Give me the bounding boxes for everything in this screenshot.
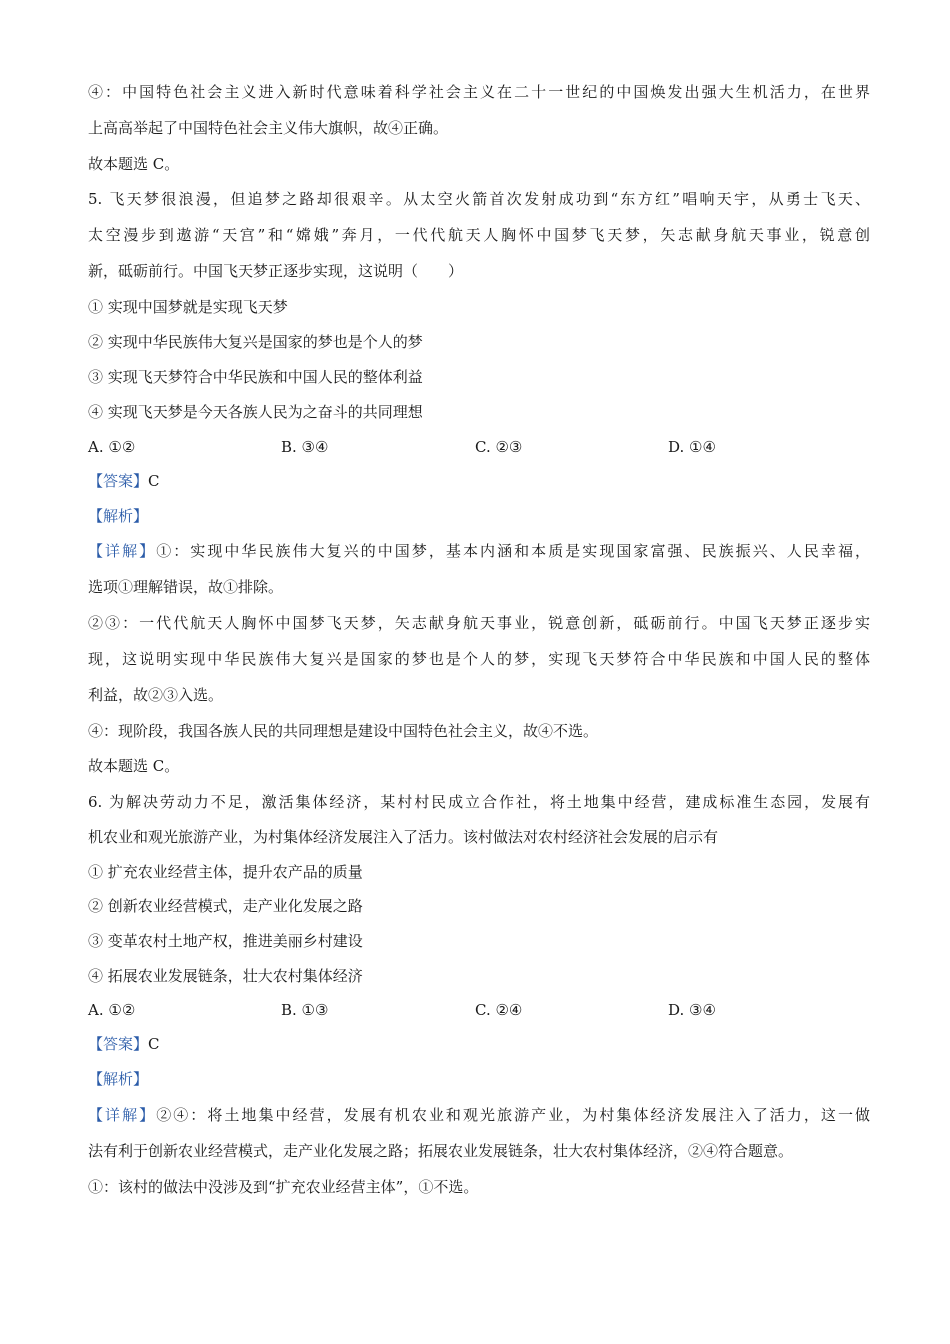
q5-detail-line: ④：现阶段，我国各族人民的共同理想是建设中国特色社会主义，故④不选。: [88, 722, 599, 740]
q6-item: ③ 变革农村土地产权，推进美丽乡村建设: [88, 932, 363, 950]
q5-conclusion: 故本题选 C。: [88, 757, 180, 775]
q5-stem-line: 5. 飞天梦很浪漫，但追梦之路却很艰辛。从太空火箭首次发射成功到“东方红”唱响天宇，从勇士飞天、: [88, 190, 870, 208]
q5-detail-line: 选项①理解错误，故①排除。: [88, 578, 284, 596]
q6-detail-line: [88, 1105, 870, 1125]
q6-analysis-tag: 【解析】: [88, 1070, 149, 1088]
detail-tag: 【详解】: [88, 542, 157, 560]
q5-item: ③ 实现飞天梦符合中华民族和中国人民的整体利益: [88, 368, 423, 386]
q5-item: ① 实现中国梦就是实现飞天梦: [88, 298, 288, 316]
q6-stem-line: 6. 为解决劳动力不足，激活集体经济，某村村民成立合作社，将土地集中经营，建成标准生态园，发展有: [88, 793, 870, 811]
q6-item: ④ 拓展农业发展链条，壮大农村集体经济: [88, 967, 363, 985]
q5-answer: [88, 471, 870, 491]
q6-stem-line: 机农业和观光旅游产业，为村集体经济发展注入了活力。该村做法对农村经济社会发展的启示有: [88, 828, 719, 846]
q5-detail-line: ②③：一代代航天人胸怀中国梦飞天梦，矢志献身航天事业，锐意创新，砥砺前行。中国飞天梦正逐步实: [88, 614, 870, 632]
q6-options: [88, 1000, 870, 1020]
q5-detail-line: 现，这说明实现中华民族伟大复兴是国家的梦也是个人的梦，实现飞天梦符合中华民族和中国人民的整体: [88, 650, 870, 668]
q6-detail-line: 法有利于创新农业经营模式，走产业化发展之路；拓展农业发展链条，壮大农村集体经济，②④符合题意。: [88, 1142, 794, 1160]
prev-analysis-line: ④：中国特色社会主义进入新时代意味着科学社会主义在二十一世纪的中国焕发出强大生机活力，在世界: [88, 83, 870, 101]
answer-tag: 【答案】: [88, 1035, 149, 1053]
q6-option-d: D. ③④: [668, 1001, 716, 1019]
q6-option-c: C. ②④: [475, 1001, 523, 1019]
q6-answer: [88, 1034, 870, 1054]
q5-option-b: B. ③④: [281, 438, 329, 456]
answer-tag: 【答案】: [88, 472, 149, 490]
q5-stem-line: 太空漫步到遨游“天宫”和“嫦娥”奔月，一代代航天人胸怀中国梦飞天梦，矢志献身航天事业，锐意创: [88, 226, 870, 244]
q5-detail-line: [88, 541, 870, 561]
q6-detail-line: ①：该村的做法中没涉及到“扩充农业经营主体”，①不选。: [88, 1178, 479, 1196]
q6-option-b: B. ①③: [281, 1001, 329, 1019]
q5-item: ② 实现中华民族伟大复兴是国家的梦也是个人的梦: [88, 333, 423, 351]
q6-option-a: A. ①②: [88, 1001, 136, 1019]
q5-item: ④ 实现飞天梦是今天各族人民为之奋斗的共同理想: [88, 403, 423, 421]
q6-item: ① 扩充农业经营主体，提升农产品的质量: [88, 863, 363, 881]
prev-conclusion: 故本题选 C。: [88, 155, 180, 173]
detail-text: ①：实现中华民族伟大复兴的中国梦，基本内涵和本质是实现国家富强、民族振兴、人民幸福，: [156, 542, 870, 560]
detail-tag: 【详解】: [88, 1106, 157, 1124]
q6-item: ② 创新农业经营模式，走产业化发展之路: [88, 897, 363, 915]
prev-analysis-line: 上高高举起了中国特色社会主义伟大旗帜，故④正确。: [88, 119, 449, 137]
detail-text: ②④：将土地集中经营，发展有机农业和观光旅游产业，为村集体经济发展注入了活力，这一做: [156, 1106, 870, 1124]
q5-options: [88, 437, 870, 457]
q5-detail-line: 利益，故②③入选。: [88, 686, 224, 704]
answer-value: C: [148, 472, 160, 490]
q5-option-c: C. ②③: [475, 438, 523, 456]
answer-value: C: [148, 1035, 160, 1053]
q5-analysis-tag: 【解析】: [88, 507, 149, 525]
q5-option-d: D. ①④: [668, 438, 716, 456]
q5-option-a: A. ①②: [88, 438, 136, 456]
q5-stem-line: 新，砥砺前行。中国飞天梦正逐步实现，这说明（ ）: [88, 262, 464, 280]
